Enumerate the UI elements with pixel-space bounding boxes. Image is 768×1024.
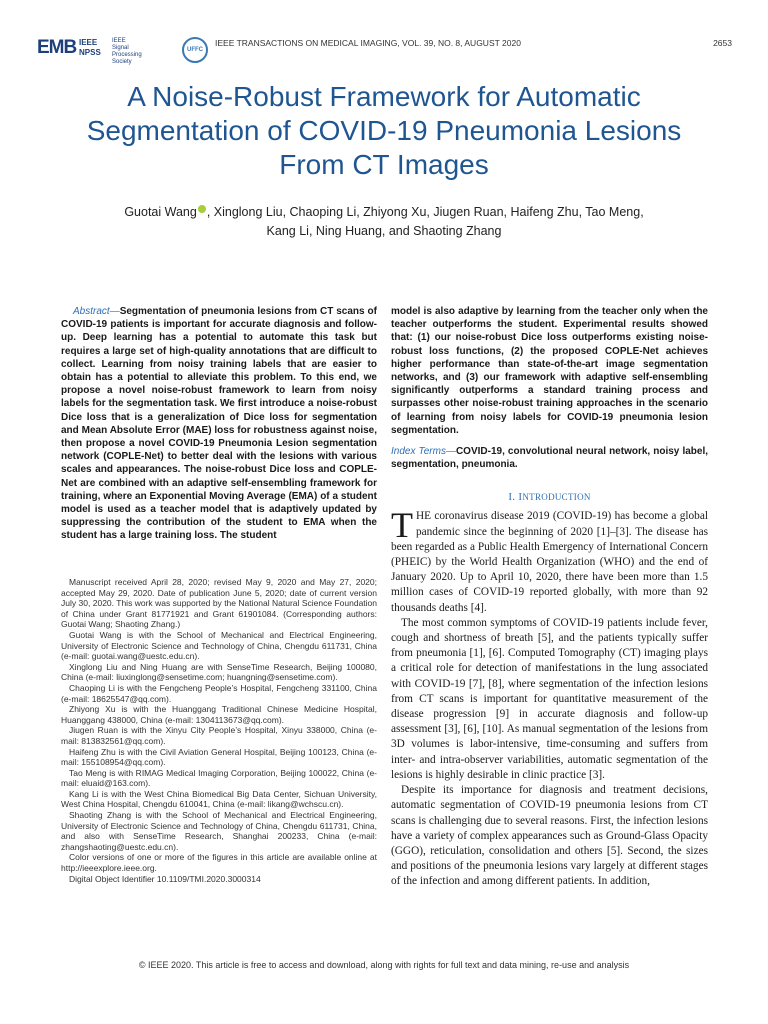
- drop-cap: T: [391, 505, 413, 546]
- abstract-label: Abstract: [73, 306, 110, 317]
- author-line-2: Kang Li, Ning Huang, and Shaoting Zhang: [266, 224, 502, 238]
- sp-logo-line4: Society: [112, 59, 132, 65]
- index-terms: [391, 445, 708, 471]
- section-rest: NTRODUCTION: [522, 492, 591, 503]
- left-column: [61, 305, 377, 543]
- section-first-letter: I: [518, 491, 523, 504]
- npss-logo-top: IEEE: [79, 38, 98, 47]
- abstract-right: model is also adaptive by learning from the teacher only when the teacher outperforms the student. Experimental results showed that: (1) our noise-robust Dice loss outperforms existing noise-robust loss functions, (2) the proposed COPLE-Net achieves higher performance than state-of-the-art image segmentation networks, and (3) our framework with adaptive self-ensembling significantly outperforms a standard training process and surpasses other noise-robust training approaches in the scenario of learning from noisy labels for COVID-19 pneumonia lesion segmentation.: [391, 306, 708, 436]
- index-terms-text: COVID-19, convolutional neural network, noisy label, segmentation, pneumonia.: [391, 446, 709, 471]
- footnote-paragraph: Chaoping Li is with the Fengcheng People’s Hospital, Fengcheng 331100, China (e-mail: 18625547@qq.com).: [61, 682, 377, 704]
- intro-paragraph-1: [391, 505, 708, 615]
- abstract-dash: —: [109, 306, 120, 317]
- author-line-1: [60, 203, 708, 222]
- footnote-paragraph: Xinglong Liu and Ning Huang are with SenseTime Research, Beijing 100080, China (e-mail: liuxinglong@sensetime.com; huangning@sensetime.com).: [61, 661, 377, 683]
- first-author: Guotai Wang: [124, 205, 197, 219]
- section-numeral: I.: [508, 491, 519, 504]
- section-heading-introduction: [391, 491, 708, 503]
- page-number: 2653: [713, 38, 732, 48]
- other-authors-line1: , Xinglong Liu, Chaoping Li, Zhiyong Xu, Jiugen Ruan, Haifeng Zhu, Tao Meng,: [206, 205, 644, 219]
- journal-header: IEEE TRANSACTIONS ON MEDICAL IMAGING, VOL. 39, NO. 8, AUGUST 2020: [215, 38, 521, 48]
- sp-logo-line3: Processing: [112, 52, 142, 58]
- copyright-notice: © IEEE 2020. This article is free to access and download, along with rights for full text and data mining, re-use and analysis: [138, 960, 630, 970]
- sp-logo-line2: Signal: [112, 45, 129, 51]
- intro-paragraph-3: Despite its importance for diagnosis and treatment decisions, automatic segmentation of COVID-19 pneumonia lesions from CT scans is challenging due to several reasons. First, the infection lesions have a variety of complex appearances such as Ground-Glass Opacity (GGO), reticulation, consolidation and others [5]. Second, the sizes and positions of the pneumonia lesions vary largely at different stages of the infection and among different patients. In addition,: [391, 784, 708, 888]
- footnote-paragraph: Manuscript received April 28, 2020; revised May 9, 2020 and May 27, 2020; accepted May 29, 2020. Date of publication June 5, 2020; date of current version July 30, 2020. This work was supported by the National Natural Science Foundation of China under Grant 81771921 and Grant 61901084. (Corresponding authors: Guotai Wang; Shaoting Zhang.): [61, 577, 377, 630]
- orcid-icon[interactable]: [198, 205, 206, 213]
- signal-processing-logo: [112, 38, 146, 64]
- author-list: [60, 203, 708, 241]
- footnote-paragraph: Digital Object Identifier 10.1109/TMI.2020.3000314: [69, 873, 261, 884]
- intro-p1-text: HE coronavirus disease 2019 (COVID-19) has become a global pandemic since the beginning of 2020 [1]–[3]. The disease has been regarded as a Public Health Emergency of International Concern (PHEIC) by the World Health Organization (WHO) and the end of January 2020. Up to April 10, 2020, there have been more than 1.5 million cases of COVID-19 reported globally, with more than 92 thousands deaths [4].: [391, 510, 708, 614]
- footnote-paragraph: Color versions of one or more of the figures in this article are available online at http://ieeexplore.ieee.org.: [61, 852, 377, 874]
- abstract-left: [61, 305, 377, 543]
- footnote-paragraph: Kang Li is with the West China Biomedical Big Data Center, Sichuan University, West China Hospital, Chengdu 610041, China (e-mail: likang@wchscu.cn).: [61, 788, 377, 810]
- index-terms-label: Index Terms: [391, 446, 446, 458]
- footnote-paragraph: Zhiyong Xu is with the Huanggang Traditional Chinese Medicine Hospital, Huanggang 438000, China (e-mail: 1304113673@qq.com).: [61, 704, 377, 725]
- footnote-paragraph: Haifeng Zhu is with the Civil Aviation General Hospital, Beijing 100123, China (e-mail: 155108954@qq.com).: [61, 746, 377, 768]
- footnote-paragraph: Guotai Wang is with the School of Mechanical and Electrical Engineering, University of Electronic Science and Technology of China, Chengdu 611731, China (e-mail: guotai.wang@uestc.edu.cn).: [61, 629, 377, 662]
- abstract-text-left: Segmentation of pneumonia lesions from CT scans of COVID-19 patients is important for accurate diagnosis and follow-up. Deep learning has a potential to automate this task but requires a large set of high-quality annotations that are difficult to collect. Learning from noisy training labels that are easier to obtain has a potential to alleviate this problem. To this end, we propose a novel noise-robust framework to learn from noisy labels for the segmentation task. We first introduce a noise-robust Dice loss that is a generalization of Dice loss for segmentation and Mean Absolute Error (MAE) loss for robustness against noise, then propose a novel COVID-19 Pneumonia Lesion segmentation network (COPLE-Net) to better deal with the lesions with various scales and appearances. The noise-robust Dice loss and COPLE-Net are combined with an adaptive self-ensembling framework for training, where an Exponential Moving Average (EMA) of a student model is used as a teacher model that is adaptively updated by suppressing the contribution of the student to EMA when the student has a large training loss. The student: [61, 306, 377, 542]
- sp-logo-line1: IEEE: [112, 38, 126, 44]
- footnote-paragraph: Jiugen Ruan is with the Xinyu City People’s Hospital, Xinyu 338000, China (e-mail: 813832561@qq.com).: [61, 725, 377, 746]
- intro-paragraph-2: The most common symptoms of COVID-19 patients include fever, cough and shortness of breath [5], and the patients typically suffer from pneumonia [1], [6]. Computed Tomography (CT) imaging plays a critical role for detection of manifestations in the lung associated with COVID-19 [7], [8], where segmentation of the infection lesions from CT scans is important for quantitative measurement of the disease progression [9] in accurate diagnosis and follow-up assessment [3], [6], [10]. As manual segmentation of the lesions from 3D volumes is labor-intensive, time-consuming and suffers from inter- and intra-observer variabilities, automatic segmentation of the lesions is highly desirable in clinic practice [3].: [391, 616, 708, 781]
- npss-logo: [79, 38, 109, 62]
- npss-logo-bottom: NPSS: [79, 48, 101, 57]
- uffc-logo: UFFC: [182, 37, 208, 63]
- footnote-paragraph: Shaoting Zhang is with the School of Mechanical and Electrical Engineering, University of Electronic Science and Technology of China, Chengdu 611731, China, and also with SenseTime Research, Shanghai 200233, China (e-mail: zhangshaoting@uestc.edu.cn).: [61, 810, 377, 852]
- footnotes: [61, 577, 377, 884]
- footnote-paragraph: Tao Meng is with RIMAG Medical Imaging Corporation, Beijing 100022, China (e-mail: eluaid@163.com).: [61, 767, 377, 789]
- emb-logo: EMB: [37, 37, 77, 58]
- right-column: [391, 305, 708, 890]
- paper-title: A Noise-Robust Framework for Automatic Segmentation of COVID-19 Pneumonia Lesions From CT Images: [86, 81, 682, 180]
- index-terms-dash: —: [445, 446, 456, 458]
